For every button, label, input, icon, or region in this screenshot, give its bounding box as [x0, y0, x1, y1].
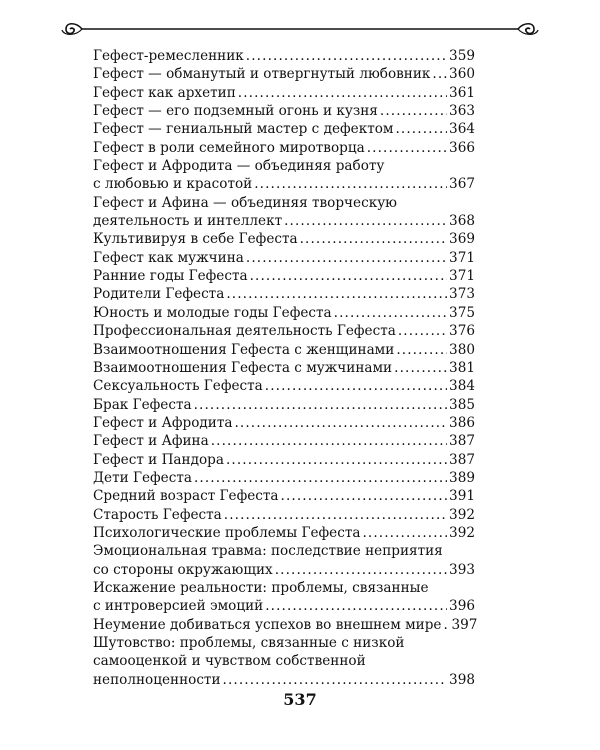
toc-entry[interactable]	[93, 579, 475, 616]
toc-entry-page: 392	[449, 506, 475, 523]
toc-entry-title: Гефест — обманутый и отвергнутый любовник	[93, 66, 431, 83]
dot-leader	[334, 304, 447, 322]
dot-leader	[300, 230, 447, 248]
toc-entry-line	[93, 322, 475, 340]
toc-entry-line	[93, 47, 475, 65]
toc-entry-line	[93, 469, 475, 487]
dot-leader	[275, 561, 447, 579]
toc-entry-title: Средний возраст Гефеста	[93, 488, 279, 505]
toc-entry[interactable]	[93, 65, 475, 83]
toc-entry-line	[93, 451, 475, 469]
dot-leader	[194, 469, 447, 487]
toc-entry-title: Гефест-ремесленник	[93, 48, 244, 64]
toc-entry[interactable]	[93, 230, 475, 248]
toc-entry-page: 396	[449, 598, 475, 615]
toc-entry-line	[93, 84, 475, 102]
dot-leader	[234, 414, 447, 432]
toc-entry[interactable]	[93, 267, 475, 285]
toc-entry-title: Гефест в роли семейного миротворца	[93, 139, 365, 156]
toc-entry[interactable]	[93, 414, 475, 432]
toc-entry-line	[93, 175, 475, 193]
dot-leader	[443, 616, 449, 634]
toc-entry-page: 369	[449, 231, 475, 248]
toc-entry-line	[93, 341, 475, 359]
dot-leader	[380, 102, 447, 120]
dot-leader	[395, 120, 447, 138]
toc-entry[interactable]	[93, 634, 475, 689]
toc-entry-title: Неумение добиваться успехов во внешнем мире	[93, 616, 442, 633]
decorative-rule-icon	[60, 19, 540, 39]
toc-entry-title-line: Гефест и Афродита — объединяя работу	[93, 158, 385, 175]
toc-entry-page: 376	[449, 323, 475, 340]
toc-entry-page: 368	[449, 213, 475, 230]
toc-entry-title-line: Шутовство: проблемы, связанные с низкой	[93, 635, 405, 651]
toc-entry-page: 391	[449, 488, 475, 505]
toc-entry-line	[93, 377, 475, 395]
toc-entry[interactable]	[93, 451, 475, 469]
toc-entry-line	[93, 616, 478, 634]
toc-entry-line	[93, 524, 475, 542]
toc-entry-title: Профессиональная деятельность Гефеста	[93, 323, 396, 340]
toc-entry[interactable]	[93, 616, 478, 634]
toc-entry[interactable]	[93, 322, 475, 340]
dot-leader	[226, 285, 447, 303]
toc-entry-title: Психологические проблемы Гефеста	[93, 524, 361, 541]
toc-entry-line	[93, 359, 475, 377]
toc-entry-page: 367	[449, 176, 475, 193]
toc-entry-title-line: Гефест и Афина — объединяя творческую	[93, 194, 398, 211]
dot-leader	[226, 451, 447, 469]
toc-entry-title: Гефест — гениальный мастер с дефектом	[93, 121, 394, 138]
toc-entry-title: деятельность и интеллект	[93, 213, 283, 230]
toc-entry-page: 371	[449, 249, 475, 266]
toc-entry-page: 389	[449, 469, 475, 486]
toc-entry[interactable]	[93, 506, 475, 524]
toc-entry-page: 363	[449, 103, 475, 120]
toc-entry-title: Гефест как мужчина	[93, 249, 244, 266]
dot-leader	[432, 65, 447, 83]
toc-entry-title: Гефест — его подземный огонь и кузня	[93, 103, 378, 120]
toc-entry[interactable]	[93, 341, 475, 359]
toc-entry-page: 364	[449, 121, 475, 138]
toc-entry[interactable]	[93, 102, 475, 120]
toc-entry-page: 360	[449, 66, 475, 83]
toc-entry-title: Юность и молодые годы Гефеста	[93, 304, 332, 321]
toc-entry[interactable]	[93, 304, 475, 322]
dot-leader	[211, 432, 447, 450]
toc-entry[interactable]	[93, 47, 475, 65]
toc-entry-title: Гефест и Пандора	[93, 451, 224, 468]
dot-leader	[362, 524, 447, 542]
dot-leader	[394, 359, 447, 377]
toc-entry[interactable]	[93, 139, 475, 157]
dot-leader	[265, 377, 447, 395]
dot-leader	[396, 341, 447, 359]
dot-leader	[246, 47, 447, 65]
toc-entry-line	[93, 597, 475, 615]
toc-entry-line	[93, 212, 475, 230]
toc-entry-line	[93, 304, 475, 322]
dot-leader	[265, 597, 447, 615]
toc-entry-page: 371	[449, 268, 475, 285]
toc-entry-title: Брак Гефеста	[93, 396, 192, 413]
toc-entry-page: 387	[449, 433, 475, 450]
page-number: 537	[283, 690, 317, 709]
toc-entry-page: 361	[449, 84, 475, 101]
dot-leader	[223, 671, 448, 689]
toc-entry-title-line: Эмоциональная травма: последствие неприятия	[93, 543, 443, 560]
toc-entry-title: неполноценности	[93, 671, 221, 688]
toc-entry-line	[93, 285, 475, 303]
toc-entry-line	[93, 396, 475, 414]
dot-leader	[367, 139, 447, 157]
toc-entry[interactable]	[93, 157, 475, 194]
dot-leader	[194, 396, 447, 414]
table-of-contents	[93, 47, 478, 689]
toc-entry[interactable]	[93, 469, 475, 487]
toc-entry[interactable]	[93, 432, 475, 450]
toc-entry-title: Старость Гефеста	[93, 506, 222, 523]
toc-entry-page: 380	[449, 341, 475, 358]
toc-entry-page: 398	[449, 671, 475, 688]
toc-entry-title: с любовью и красотой	[93, 176, 253, 193]
toc-entry-title-line: самооценкой и чувством собственной	[93, 653, 366, 670]
dot-leader	[250, 267, 447, 285]
toc-entry-line	[93, 432, 475, 450]
toc-entry-line	[93, 487, 475, 505]
toc-entry-line	[93, 139, 475, 157]
toc-entry-page: 386	[449, 414, 475, 431]
toc-entry-title: Гефест как архетип	[93, 84, 236, 101]
toc-entry-title-line: Искажение реальности: проблемы, связанные	[93, 579, 429, 596]
toc-entry-page: 392	[449, 524, 475, 541]
toc-entry-page: 375	[449, 304, 475, 321]
toc-entry-line	[93, 414, 475, 432]
toc-entry-line	[93, 561, 475, 579]
toc-entry[interactable]	[93, 120, 475, 138]
toc-entry-title: с интроверсией эмоций	[93, 598, 264, 615]
toc-entry-title: Родители Гефеста	[93, 286, 225, 303]
toc-entry[interactable]	[93, 84, 475, 102]
toc-entry-page: 359	[449, 48, 475, 64]
toc-entry-title: Дети Гефеста	[93, 469, 192, 486]
toc-entry[interactable]	[93, 542, 475, 579]
dot-leader	[254, 175, 447, 193]
toc-entry-title: Взаимоотношения Гефеста с женщинами	[93, 341, 395, 358]
toc-entry-page: 366	[449, 139, 475, 156]
toc-entry-line	[93, 249, 475, 267]
toc-entry-page: 381	[449, 359, 475, 376]
dot-leader	[281, 487, 448, 505]
toc-entry[interactable]	[93, 396, 475, 414]
toc-entry-title: Гефест и Афродита	[93, 414, 233, 431]
toc-entry[interactable]	[93, 377, 475, 395]
toc-entry[interactable]	[93, 359, 475, 377]
toc-entry-page: 397	[451, 616, 478, 633]
dot-leader	[246, 249, 447, 267]
toc-entry-line	[93, 230, 475, 248]
toc-entry[interactable]	[93, 487, 475, 505]
toc-entry-line	[93, 102, 475, 120]
toc-entry[interactable]	[93, 249, 475, 267]
toc-entry-title: Гефест и Афина	[93, 433, 209, 450]
toc-entry[interactable]	[93, 285, 475, 303]
toc-entry-line	[93, 267, 475, 285]
toc-entry-page: 373	[449, 286, 475, 303]
dot-leader	[238, 84, 447, 102]
toc-entry[interactable]	[93, 524, 475, 542]
toc-entry-page: 387	[449, 451, 475, 468]
dot-leader	[398, 322, 447, 340]
toc-entry-page: 384	[449, 378, 475, 395]
toc-entry-line	[93, 671, 475, 689]
toc-entry-page: 393	[449, 561, 475, 578]
toc-entry[interactable]	[93, 194, 475, 231]
toc-entry-line	[93, 506, 475, 524]
dot-leader	[284, 212, 447, 230]
toc-entry-page: 385	[449, 396, 475, 413]
dot-leader	[224, 506, 447, 524]
toc-entry-line	[93, 120, 475, 138]
toc-entry-title: со стороны окружающих	[93, 561, 273, 578]
toc-entry-line	[93, 65, 475, 83]
toc-entry-title: Сексуальность Гефеста	[93, 378, 263, 395]
toc-entry-title: Культивируя в себе Гефеста	[93, 231, 298, 248]
toc-entry-title: Ранние годы Гефеста	[93, 268, 248, 285]
toc-entry-title: Взаимоотношения Гефеста с мужчинами	[93, 359, 393, 376]
